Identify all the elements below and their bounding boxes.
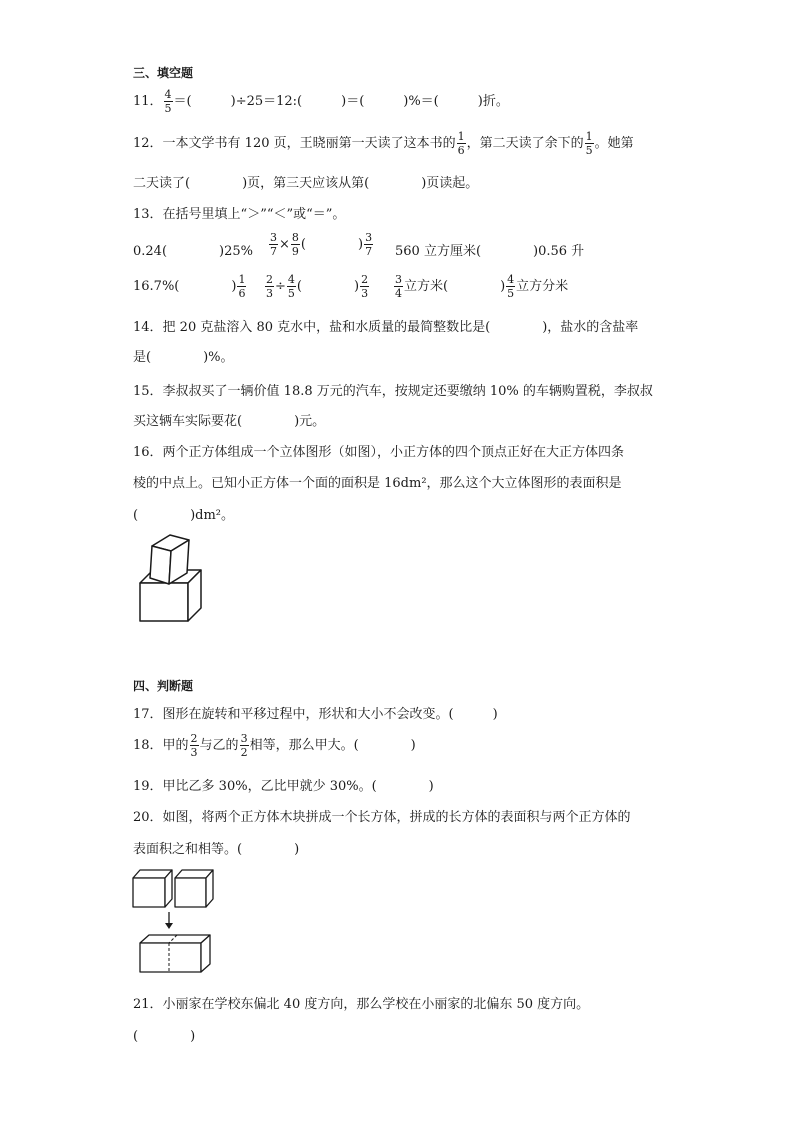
- fraction-numerator: 3: [270, 231, 277, 244]
- fraction: [364, 232, 373, 257]
- section-title-judgement: 四、判断题: [133, 679, 194, 693]
- question-21-line-2: ( ): [133, 1029, 196, 1044]
- question-18: [133, 733, 416, 758]
- operator: ×: [279, 237, 290, 252]
- question-16-line-2: 棱的中点上。已知小正方体一个面的面积是 16dm²，那么这个大立体图形的表面积是: [133, 476, 622, 491]
- fraction-denominator: 3: [190, 746, 198, 759]
- question-13-title: 13．在括号里填上“＞”“＜”或“＝”。: [133, 207, 346, 222]
- stacked-cubes-figure: [132, 526, 208, 624]
- fraction-denominator: 5: [164, 102, 172, 115]
- q13-row2-item2: [264, 274, 370, 299]
- q18-text-b: 与乙的: [199, 738, 239, 753]
- fraction-denominator: 5: [507, 287, 515, 300]
- fraction-numerator: 1: [238, 273, 246, 286]
- fraction-numerator: 1: [457, 130, 465, 143]
- fraction-denominator: 3: [266, 287, 273, 300]
- fraction-numerator: 8: [291, 231, 299, 244]
- fraction: [240, 733, 249, 758]
- fraction-numerator: 2: [266, 273, 273, 286]
- q13-row1-item2: [268, 232, 374, 257]
- fraction: [360, 274, 369, 299]
- fraction-denominator: 2: [240, 746, 248, 759]
- fraction-numerator: 1: [585, 130, 593, 143]
- fraction-denominator: 5: [585, 144, 593, 157]
- q11-fraction: [164, 89, 173, 114]
- blank: ( ): [296, 279, 360, 294]
- question-12-line-1: [133, 131, 634, 156]
- fraction-numerator: 4: [164, 88, 172, 101]
- fraction: [190, 733, 199, 758]
- fraction-numerator: 3: [395, 273, 402, 286]
- question-19: 19．甲比乙多 30%，乙比甲就少 30%。( ): [133, 779, 434, 794]
- fraction: [269, 232, 278, 257]
- q12-fraction-2: [585, 131, 594, 156]
- fraction-numerator: 4: [287, 273, 295, 286]
- question-11: [133, 89, 509, 114]
- q18-text-c: 相等，那么甲大。( ): [249, 738, 416, 753]
- question-14-line-1: 14．把 20 克盐溶入 80 克水中，盐和水质量的最简整数比是( )，盐水的含盐率: [133, 320, 639, 335]
- fraction-numerator: 2: [190, 732, 198, 745]
- fraction: [237, 274, 246, 299]
- section-title-fill-in: 三、填空题: [133, 66, 194, 80]
- fraction-numerator: 2: [361, 273, 369, 286]
- question-16-line-1: 16．两个正方体组成一个立体图形（如图），小正方体的四个顶点正好在大正方体四条: [133, 445, 625, 460]
- question-15-line-2: 买这辆车实际要花( )元。: [133, 414, 326, 429]
- fraction-denominator: 6: [238, 287, 246, 300]
- unit-text: 立方分米: [516, 279, 569, 294]
- fraction-denominator: 3: [361, 287, 369, 300]
- q12-fraction-1: [457, 131, 466, 156]
- fraction-denominator: 5: [287, 287, 295, 300]
- fraction-numerator: 3: [240, 732, 248, 745]
- q11-number: 11．: [133, 94, 163, 109]
- q13-row2-item3: [393, 274, 568, 299]
- q11-blanks: ＝( )÷25＝12:( )＝( )%＝( )折。: [173, 94, 509, 109]
- question-21-line-1: 21．小丽家在学校东偏北 40 度方向，那么学校在小丽家的北偏东 50 度方向。: [133, 997, 590, 1012]
- blank-text: 立方米( ): [404, 279, 506, 294]
- fraction: [265, 274, 274, 299]
- q13-row1-item3: 560 立方厘米( )0.56 升: [395, 244, 585, 259]
- fraction: [394, 274, 403, 299]
- q13-row2-item1: [133, 274, 247, 299]
- q12-text-a: 12．一本文学书有 120 页，王晓丽第一天读了这本书的: [133, 136, 456, 151]
- q12-text-b: ，第二天读了余下的: [466, 136, 584, 151]
- question-20-line-2: 表面积之和相等。( ): [133, 842, 300, 857]
- fraction: [291, 232, 300, 257]
- fraction-denominator: 9: [291, 245, 299, 258]
- question-20-line-1: 20．如图，将两个正方体木块拼成一个长方体，拼成的长方体的表面积与两个正方体的: [133, 810, 631, 825]
- fraction-denominator: 6: [457, 144, 465, 157]
- question-17: 17．图形在旋转和平移过程中，形状和大小不会改变。( ): [133, 707, 498, 722]
- question-14-line-2: 是( )%。: [133, 350, 234, 365]
- fraction-denominator: 7: [270, 245, 277, 258]
- operator: ÷: [275, 279, 286, 294]
- fraction-denominator: 7: [365, 245, 373, 258]
- fraction: [506, 274, 515, 299]
- fraction-numerator: 4: [507, 273, 515, 286]
- fraction-denominator: 4: [395, 287, 402, 300]
- fraction: [287, 274, 296, 299]
- cubes-to-cuboid-figure: [131, 866, 215, 976]
- q12-text-c: 。她第: [594, 136, 634, 151]
- down-arrow-icon: [165, 923, 173, 929]
- fraction-numerator: 3: [365, 231, 373, 244]
- q13-row1-item1: 0.24( )25%: [133, 244, 253, 259]
- question-12-line-2: 二天读了( )页，第三天应该从第( )页读起。: [133, 176, 479, 191]
- q18-text-a: 18．甲的: [133, 738, 189, 753]
- question-15-line-1: 15．李叔叔买了一辆价值 18.8 万元的汽车，按规定还要缴纳 10% 的车辆购置税，李叔叔: [133, 384, 653, 399]
- blank: ( ): [300, 237, 364, 252]
- blank-text: 16.7%( ): [133, 279, 237, 294]
- question-16-line-3: ( )dm²。: [133, 508, 235, 523]
